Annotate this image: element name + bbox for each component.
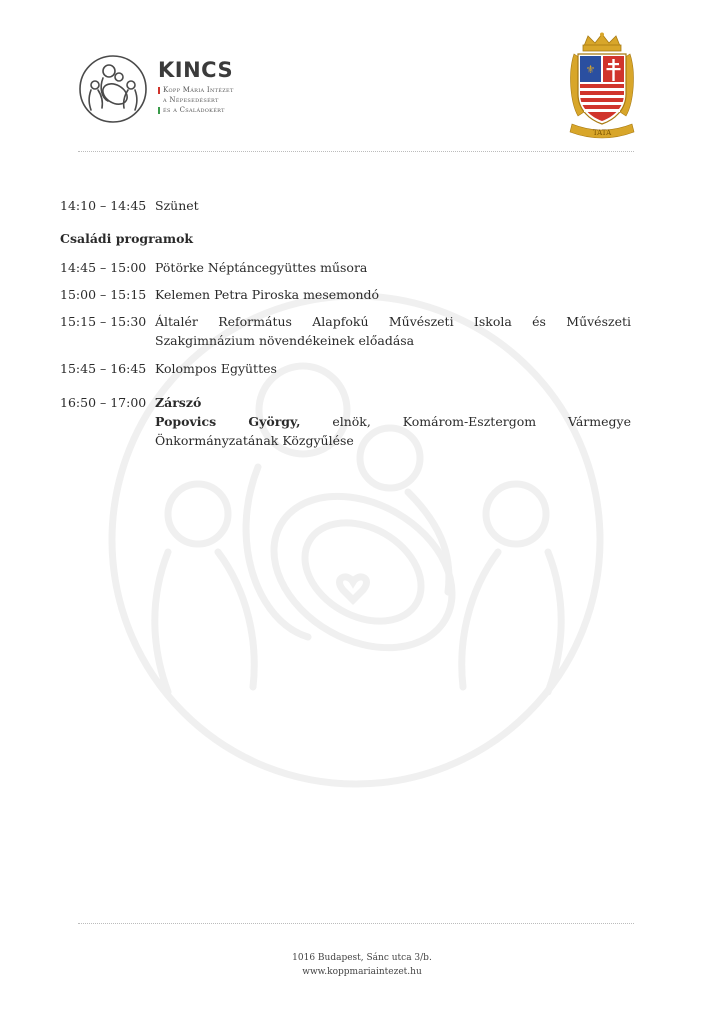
footer-address: 1016 Budapest, Sánc utca 3/b. (292, 953, 432, 963)
program-time: 15:15 – 15:30 (60, 314, 147, 329)
program-time: 14:10 – 14:45 (60, 198, 147, 213)
header-divider (78, 151, 634, 152)
speaker-info (155, 412, 631, 450)
speaker-name: Popovics György, (155, 414, 301, 429)
crest-banner-text: TATA (592, 129, 612, 137)
brand-line-3: és a Családokért (158, 105, 234, 115)
program-time: 15:45 – 16:45 (60, 361, 147, 376)
speaker-role: elnök, Komárom-Esztergom Vármegye Önkormányzatának Közgyűlése (155, 414, 631, 448)
tata-coat-of-arms-icon (566, 32, 638, 140)
program-title: Zárszó (155, 395, 202, 410)
kincs-logo-icon (78, 54, 148, 124)
section-title: Családi programok (60, 231, 194, 246)
program-time: 14:45 – 15:00 (60, 260, 147, 275)
program-time: 16:50 – 17:00 (60, 395, 147, 410)
footer-divider (78, 923, 634, 924)
brand-subtitle (158, 85, 234, 115)
brand-title: KINCS (158, 58, 234, 82)
program-title: Szünet (155, 198, 199, 213)
footer-website: www.koppmariaintezet.hu (302, 967, 422, 977)
program-time: 15:00 – 15:15 (60, 287, 147, 302)
program-title: Kolompos Együttes (155, 361, 277, 376)
brand-line-1: Kopp Mária Intézet (158, 85, 234, 95)
footer (0, 951, 724, 979)
brand-block (158, 58, 234, 115)
brand-line-2: a Népesedésért (158, 95, 234, 105)
program-closing-desc (155, 393, 631, 450)
program-title: Kelemen Petra Piroska mesemondó (155, 287, 380, 302)
svg-text:⚜: ⚜ (585, 63, 596, 76)
program-title: Általér Református Alapfokú Művészeti Iskola és Művészeti Szakgimnázium növendékeinek előadása (155, 314, 631, 348)
program-title: Pötörke Néptáncegyüttes műsora (155, 260, 368, 275)
